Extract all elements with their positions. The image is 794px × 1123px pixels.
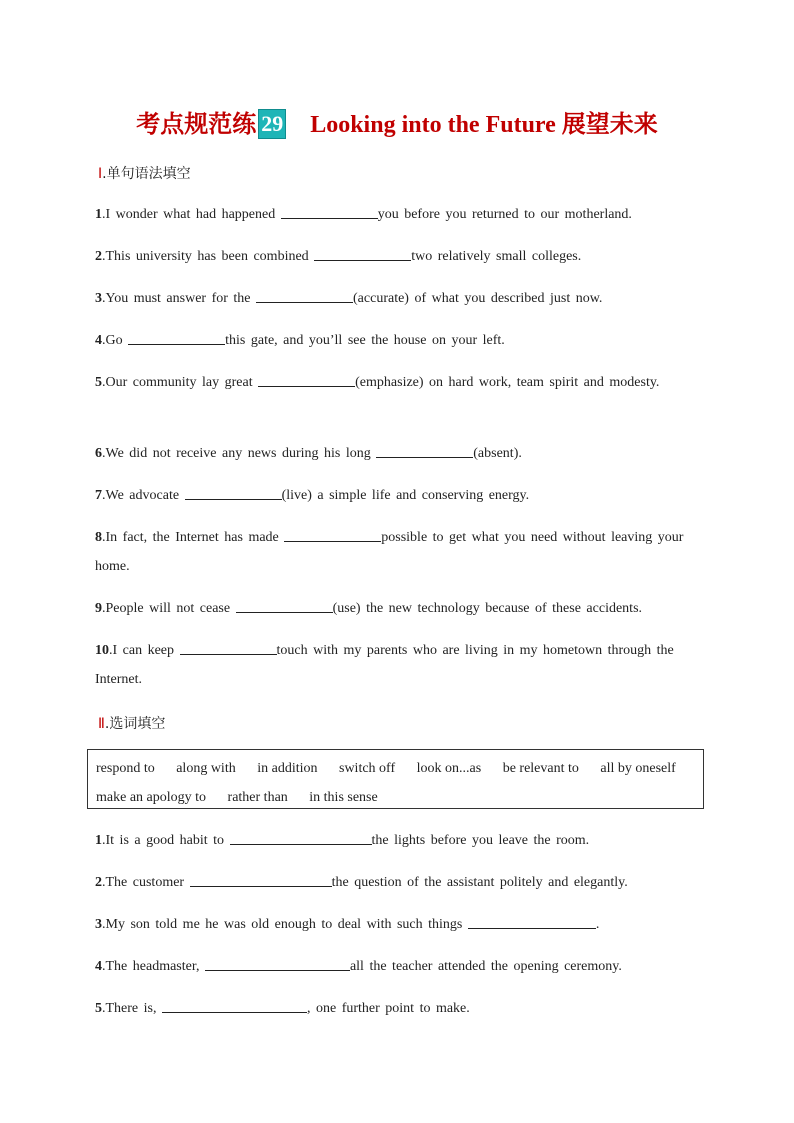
answer-blank[interactable] bbox=[258, 372, 355, 387]
word-bank-item: be relevant to bbox=[502, 761, 579, 776]
word-bank-item: rather than bbox=[227, 790, 288, 805]
answer-blank[interactable] bbox=[128, 330, 225, 345]
answer-blank[interactable] bbox=[205, 956, 350, 971]
title-prefix: 考点规范练 bbox=[136, 112, 257, 138]
word-bank-item: in addition bbox=[257, 761, 318, 776]
question-2-5: 5.There is, , one further point to make. bbox=[95, 994, 691, 1023]
word-bank-item: look on...as bbox=[416, 761, 482, 776]
word-bank-item: all by oneself bbox=[600, 761, 676, 776]
question-2-4: 4.The headmaster, all the teacher attended the opening ceremony. bbox=[95, 952, 691, 981]
question-1-3: 3.You must answer for the (accurate) of what you described just now. bbox=[95, 284, 691, 313]
answer-blank[interactable] bbox=[376, 443, 473, 458]
answer-blank[interactable] bbox=[180, 640, 277, 655]
word-bank-item: along with bbox=[176, 761, 236, 776]
answer-blank[interactable] bbox=[236, 598, 333, 613]
section-1-numeral: Ⅰ bbox=[98, 166, 103, 182]
section-2-heading bbox=[98, 713, 165, 733]
question-1-2: 2.This university has been combined two relatively small colleges. bbox=[95, 242, 691, 271]
title-number-badge: 29 bbox=[258, 109, 286, 139]
question-2-1: 1.It is a good habit to the lights before you leave the room. bbox=[95, 826, 691, 855]
section-2-label: .选词填空 bbox=[104, 716, 166, 732]
section-2-numeral: Ⅱ bbox=[98, 716, 105, 732]
question-2-3: 3.My son told me he was old enough to deal with such things . bbox=[95, 910, 691, 939]
answer-blank[interactable] bbox=[190, 872, 332, 887]
word-bank-item: in this sense bbox=[309, 790, 378, 805]
answer-blank[interactable] bbox=[284, 527, 381, 542]
title-chinese: 展望未来 bbox=[561, 112, 658, 138]
answer-blank[interactable] bbox=[281, 204, 378, 219]
answer-blank[interactable] bbox=[230, 830, 372, 845]
question-1-6: 6.We did not receive any news during his long (absent). bbox=[95, 439, 691, 468]
answer-blank[interactable] bbox=[162, 998, 307, 1013]
section-1-heading bbox=[98, 163, 191, 183]
word-bank-item: respond to bbox=[96, 761, 155, 776]
question-1-1: 1.I wonder what had happened you before you returned to our motherland. bbox=[95, 200, 691, 229]
answer-blank[interactable] bbox=[314, 246, 411, 261]
title-english: Looking into the Future bbox=[310, 112, 556, 138]
answer-blank[interactable] bbox=[185, 485, 282, 500]
question-1-10: 10.I can keep touch with my parents who are living in my hometown through the Internet. bbox=[95, 636, 691, 694]
question-1-5: 5.Our community lay great (emphasize) on hard work, team spirit and modesty. bbox=[95, 368, 691, 397]
question-1-9: 9.People will not cease (use) the new technology because of these accidents. bbox=[95, 594, 691, 623]
word-bank-item: switch off bbox=[339, 761, 396, 776]
question-1-8: 8.In fact, the Internet has made possible to get what you need without leaving your home. bbox=[95, 523, 691, 581]
answer-blank[interactable] bbox=[256, 288, 353, 303]
word-bank-item: make an apology to bbox=[96, 790, 207, 805]
question-2-2: 2.The customer the question of the assistant politely and elegantly. bbox=[95, 868, 691, 897]
question-1-7: 7.We advocate (live) a simple life and conserving energy. bbox=[95, 481, 691, 510]
answer-blank[interactable] bbox=[468, 914, 596, 929]
page-title bbox=[0, 104, 794, 139]
question-1-4: 4.Go this gate, and you’ll see the house on your left. bbox=[95, 326, 691, 355]
section-1-label: .单句语法填空 bbox=[102, 166, 191, 182]
word-bank-box bbox=[87, 749, 704, 809]
